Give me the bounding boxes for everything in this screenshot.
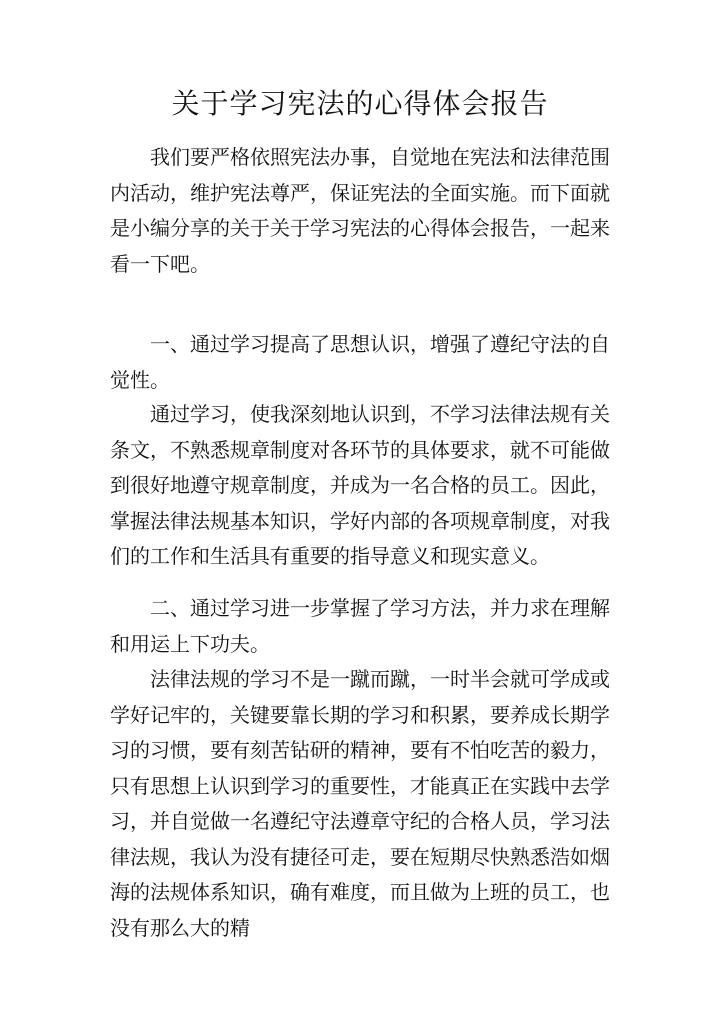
intro-paragraph: 我们要严格依照宪法办事，自觉地在宪法和法律范围内活动，维护宪法尊严，保证宪法的全面实施。而下面就是小编分享的关于关于学习宪法的心得体会报告，一起来看一下吧。 xyxy=(110,145,610,276)
section-heading-2: 二、通过学习进一步掌握了学习方法，并力求在理解和用运上下功夫。 xyxy=(110,596,610,656)
section-body-1: 通过学习，使我深刻地认识到，不学习法律法规有关条文，不熟悉规章制度对各环节的具体要求，就不可能做到很好地遵守规章制度，并成为一名合格的员工。因此，掌握法律法规基本知识，学好内部的各项规章制度，对我们的工作和生活具有重要的指导意义和现实意义。 xyxy=(110,402,610,568)
section-heading-1: 一、通过学习提高了思想认识，增强了遵纪守法的自觉性。 xyxy=(110,332,610,392)
section-body-2: 法律法规的学习不是一蹴而蹴，一时半会就可学成或学好记牢的，关键要靠长期的学习和积累，要养成长期学习的习惯，要有刻苦钻研的精神，要有不怕吃苦的毅力，只有思想上认识到学习的重要性，才能真正在实践中去学习，并自觉做一名遵纪守法遵章守纪的合格人员，学习法律法规，我认为没有捷径可走，要在短期尽快熟悉浩如烟海的法规体系知识，确有难度，而且做为上班的员工，也没有那么大的精 xyxy=(110,667,610,940)
document-title: 关于学习宪法的心得体会报告 xyxy=(171,87,549,120)
